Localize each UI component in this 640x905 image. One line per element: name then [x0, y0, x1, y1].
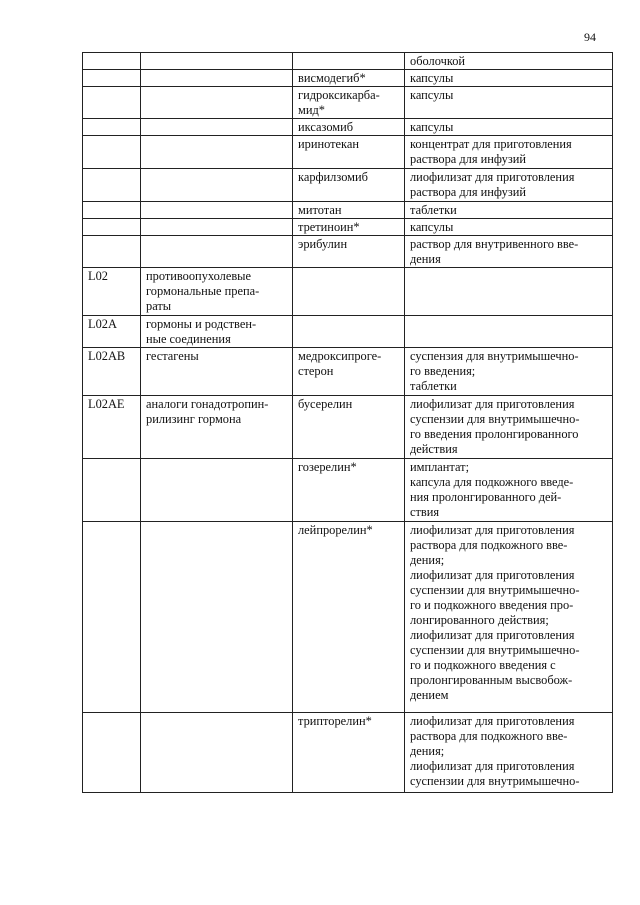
- dosage-form-cell: капсулы: [405, 87, 613, 119]
- group-cell: [141, 70, 293, 87]
- drug-name-cell: бусерелин: [293, 396, 405, 459]
- atc-code-cell: L02A: [83, 316, 141, 348]
- dosage-form-cell: [405, 268, 613, 316]
- dosage-form-cell: концентрат для приготовления раствора для инфузий: [405, 136, 613, 169]
- dosage-form-cell: имплантат; капсула для подкожного введе- ния пролонгированного дей- ствия: [405, 459, 613, 522]
- dosage-form-cell: лиофилизат для приготовления раствора для подкожного вве- дения; лиофилизат для приготовления суспензии для внутримышечно-: [405, 713, 613, 793]
- table-row: [83, 713, 613, 793]
- drug-table: [82, 52, 613, 793]
- table-row: [83, 348, 613, 396]
- atc-code-cell: [83, 713, 141, 793]
- dosage-form-cell: капсулы: [405, 119, 613, 136]
- dosage-form-cell: лиофилизат для приготовления суспензии для внутримышечно- го введения пролонгированного действия: [405, 396, 613, 459]
- table-row: [83, 87, 613, 119]
- group-cell: [141, 53, 293, 70]
- group-cell: [141, 87, 293, 119]
- atc-code-cell: [83, 522, 141, 713]
- atc-code-cell: [83, 202, 141, 219]
- group-cell: [141, 459, 293, 522]
- drug-name-cell: [293, 268, 405, 316]
- atc-code-cell: [83, 459, 141, 522]
- dosage-form-cell: [405, 316, 613, 348]
- group-cell: аналоги гонадотропин- рилизинг гормона: [141, 396, 293, 459]
- atc-code-cell: [83, 236, 141, 268]
- table-row: [83, 459, 613, 522]
- table-row: [83, 522, 613, 713]
- group-cell: [141, 202, 293, 219]
- drug-name-cell: лейпрорелин*: [293, 522, 405, 713]
- page-number: 94: [584, 30, 596, 44]
- group-cell: [141, 169, 293, 202]
- dosage-form-cell: оболочкой: [405, 53, 613, 70]
- drug-name-cell: эрибулин: [293, 236, 405, 268]
- group-cell: [141, 119, 293, 136]
- group-cell: гестагены: [141, 348, 293, 396]
- atc-code-cell: [83, 87, 141, 119]
- drug-name-cell: третиноин*: [293, 219, 405, 236]
- table-row: [83, 53, 613, 70]
- atc-code-cell: [83, 70, 141, 87]
- dosage-form-cell: капсулы: [405, 70, 613, 87]
- atc-code-cell: L02AB: [83, 348, 141, 396]
- dosage-form-cell: раствор для внутривенного вве- дения: [405, 236, 613, 268]
- drug-name-cell: карфилзомиб: [293, 169, 405, 202]
- group-cell: [141, 713, 293, 793]
- group-cell: гормоны и родствен- ные соединения: [141, 316, 293, 348]
- drug-name-cell: гидроксикарба- мид*: [293, 87, 405, 119]
- dosage-form-cell: лиофилизат для приготовления раствора для подкожного вве- дения; лиофилизат для приготовления суспензии для внутримышечно- го и подкожного введения про- лонгированного действия; лиофилизат для приготовления суспензии для внутримышечно- го и подкожного введения с пролонгированным высвобож- дением: [405, 522, 613, 713]
- table-row: [83, 119, 613, 136]
- drug-name-cell: митотан: [293, 202, 405, 219]
- drug-name-cell: гозерелин*: [293, 459, 405, 522]
- group-cell: [141, 136, 293, 169]
- table-row: [83, 70, 613, 87]
- atc-code-cell: [83, 219, 141, 236]
- drug-name-cell: трипторелин*: [293, 713, 405, 793]
- drug-name-cell: [293, 316, 405, 348]
- table-row: [83, 169, 613, 202]
- drug-name-cell: медроксипроге- стерон: [293, 348, 405, 396]
- drug-name-cell: [293, 53, 405, 70]
- drug-name-cell: висмодегиб*: [293, 70, 405, 87]
- table-row: [83, 202, 613, 219]
- atc-code-cell: [83, 119, 141, 136]
- atc-code-cell: [83, 169, 141, 202]
- dosage-form-cell: лиофилизат для приготовления раствора для инфузий: [405, 169, 613, 202]
- group-cell: противоопухолевые гормональные препа- раты: [141, 268, 293, 316]
- group-cell: [141, 236, 293, 268]
- group-cell: [141, 522, 293, 713]
- drug-name-cell: иринотекан: [293, 136, 405, 169]
- atc-code-cell: [83, 136, 141, 169]
- dosage-form-cell: суспензия для внутримышечно- го введения; таблетки: [405, 348, 613, 396]
- table-row: [83, 316, 613, 348]
- table-row: [83, 136, 613, 169]
- table-row: [83, 236, 613, 268]
- dosage-form-cell: таблетки: [405, 202, 613, 219]
- atc-code-cell: L02: [83, 268, 141, 316]
- atc-code-cell: [83, 53, 141, 70]
- table-row: [83, 396, 613, 459]
- drug-name-cell: иксазомиб: [293, 119, 405, 136]
- atc-code-cell: L02AE: [83, 396, 141, 459]
- dosage-form-cell: капсулы: [405, 219, 613, 236]
- table-row: [83, 219, 613, 236]
- table-row: [83, 268, 613, 316]
- group-cell: [141, 219, 293, 236]
